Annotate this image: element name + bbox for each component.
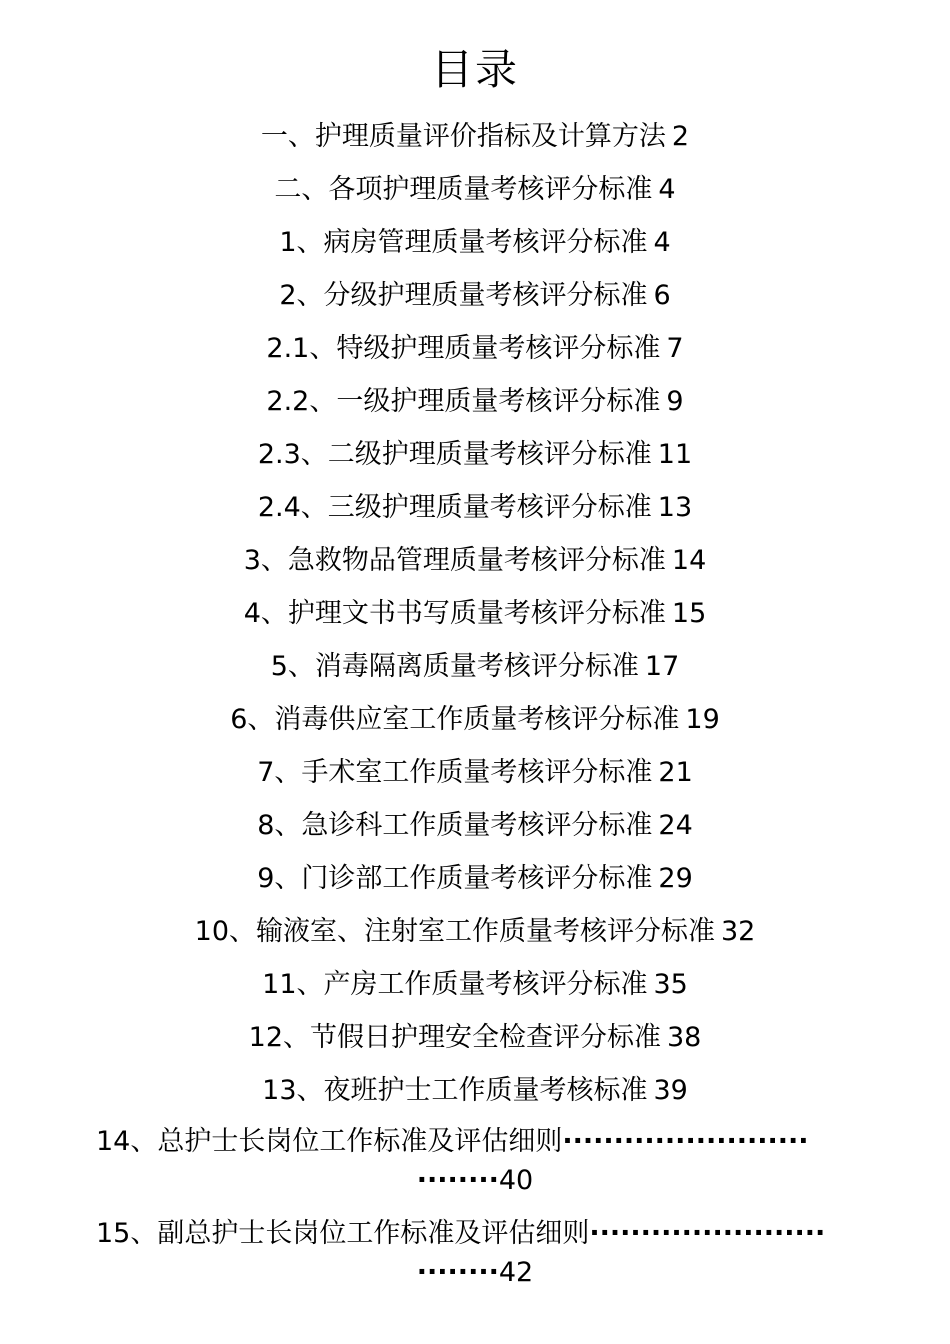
toc-entry-label: 7、手术室工作质量考核评分标准: [257, 757, 653, 788]
toc-entry-page: 11: [657, 439, 693, 470]
toc-entry-label: 12、节假日护理安全检查评分标准: [248, 1022, 661, 1053]
toc-entry[interactable]: [0, 481, 950, 534]
toc-entry-label: 10、输液室、注射室工作质量考核评分标准: [194, 916, 715, 947]
toc-entry-page: 35: [653, 969, 688, 1000]
toc-leader-dots: ········: [416, 1165, 499, 1196]
page-title: 目录: [430, 45, 519, 94]
toc-entry-page: 13: [657, 492, 693, 523]
toc-entry[interactable]: [0, 852, 950, 905]
toc-entry-page: 32: [721, 916, 756, 947]
toc-entry[interactable]: [0, 958, 950, 1011]
toc-entry[interactable]: [0, 110, 950, 163]
toc-entry[interactable]: [0, 163, 950, 216]
toc-entry-label: 9、门诊部工作质量考核评分标准: [257, 863, 653, 894]
toc-entry[interactable]: [0, 905, 950, 958]
toc-entry-label: 6、消毒供应室工作质量考核评分标准: [230, 704, 680, 735]
toc-entry-page: 15: [671, 598, 707, 629]
toc-entry-label: 5、消毒隔离质量考核评分标准: [270, 651, 639, 682]
toc-entry-label: 一、护理质量评价指标及计算方法: [260, 121, 666, 152]
toc-leader-dots: ·······················: [589, 1218, 826, 1249]
toc-entry-page: 19: [685, 704, 720, 735]
toc-entry-label: 14、总护士长岗位工作标准及评估细则: [96, 1126, 563, 1157]
toc-entry[interactable]: [0, 799, 950, 852]
toc-entry-wrapped[interactable]: [0, 1215, 950, 1303]
toc-entry[interactable]: [0, 322, 950, 375]
toc-entry-label: 2.4、三级护理质量考核评分标准: [257, 492, 652, 523]
toc-entry-page: 17: [644, 651, 680, 682]
toc-entry-page: 29: [658, 863, 693, 894]
toc-entry-line2: [0, 1162, 950, 1200]
toc-entry-page: 42: [498, 1257, 534, 1288]
toc-entry-page: 14: [671, 545, 707, 576]
toc-entry-page: 9: [666, 386, 684, 417]
table-of-contents: [0, 110, 950, 1303]
toc-entry-wrapped[interactable]: [0, 1123, 950, 1211]
toc-entry-line1: [96, 1123, 856, 1161]
toc-entry-label: 2.3、二级护理质量考核评分标准: [257, 439, 652, 470]
toc-entry-label: 3、急救物品管理质量考核评分标准: [243, 545, 666, 576]
toc-entry-label: 15、副总护士长岗位工作标准及评估细则: [96, 1218, 590, 1249]
toc-entry[interactable]: [0, 216, 950, 269]
toc-entry-page: 6: [653, 280, 671, 311]
toc-entry[interactable]: [0, 1064, 950, 1117]
toc-entry-page: 40: [498, 1165, 534, 1196]
toc-entry-line1: [96, 1215, 856, 1253]
toc-entry-label: 4、护理文书书写质量考核评分标准: [243, 598, 666, 629]
toc-entry-label: 1、病房管理质量考核评分标准: [279, 227, 648, 258]
toc-entry-page: 7: [666, 333, 684, 364]
toc-leader-dots: ························: [562, 1126, 809, 1157]
toc-entry[interactable]: [0, 534, 950, 587]
toc-entry[interactable]: [0, 375, 950, 428]
toc-entry-page: 39: [653, 1075, 688, 1106]
toc-entry-page: 38: [667, 1022, 702, 1053]
toc-entry[interactable]: [0, 693, 950, 746]
toc-entry-label: 11、产房工作质量考核评分标准: [262, 969, 648, 1000]
toc-entry-page: 2: [671, 121, 690, 152]
toc-leader-dots: ········: [416, 1257, 499, 1288]
toc-entry-label: 2.1、特级护理质量考核评分标准: [266, 333, 661, 364]
toc-entry[interactable]: [0, 640, 950, 693]
toc-entry-label: 二、各项护理质量考核评分标准: [274, 174, 653, 205]
toc-entry[interactable]: [0, 1011, 950, 1064]
toc-entry-label: 2.2、一级护理质量考核评分标准: [266, 386, 661, 417]
toc-entry-page: 24: [658, 810, 693, 841]
toc-entry[interactable]: [0, 746, 950, 799]
toc-entry[interactable]: [0, 269, 950, 322]
toc-entry[interactable]: [0, 587, 950, 640]
toc-entry-line2: [0, 1254, 950, 1292]
toc-entry-page: 4: [653, 227, 671, 258]
toc-entry-page: 21: [658, 757, 693, 788]
toc-entry-label: 13、夜班护士工作质量考核标准: [262, 1075, 648, 1106]
toc-entry-page: 4: [658, 174, 676, 205]
toc-entry[interactable]: [0, 428, 950, 481]
toc-entry-label: 2、分级护理质量考核评分标准: [279, 280, 648, 311]
toc-entry-label: 8、急诊科工作质量考核评分标准: [257, 810, 653, 841]
